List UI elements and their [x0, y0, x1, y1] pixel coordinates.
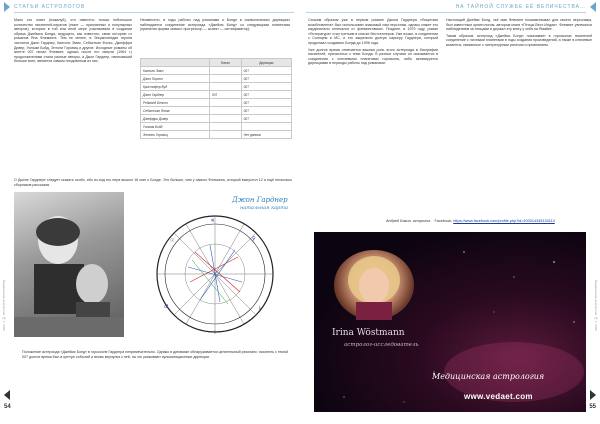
- table-row: [141, 115, 292, 123]
- asteroid-table: [140, 58, 292, 139]
- right-page: [300, 0, 600, 424]
- right-header-arrow-icon: [590, 2, 596, 12]
- table-row: [141, 91, 292, 99]
- left-col1-para-1: Мало кто знает (пожалуй), что известно только небольшое количество писателей-пиратов (ныне — признанных и популярных авторов), которые в той или иной мере участвовали в создании образа Джеймса Бонда, ведущего, как известно, свою историю от романов Яна Флеминга. Тем не менее, в Энциклопедии героев числятся Джон Гарднер, Кингсли Эмис, Себастьян Фолкс, Джеффри Дивер, Уильям Бойд, Энтони Горовиц и другие. Исходные романы об агенте 007 писал Флеминг, однако после его смерти (1964 г.) продолжателями стали разные авторы, а Джон Гарднер, написавший больше всех, является самым плодовитым из них.: [14, 18, 132, 64]
- right-col2-para-2: Таким образом, астероид «Джеймс Бонд» показывает в гороскопах писателей соединение с личными планетами в годы создания произведений, а также в ключевые моменты, связанные с литературным успехом и признанием.: [446, 33, 592, 47]
- table-cell: Кристофер Вуд: [141, 83, 210, 91]
- left-column-2: [140, 18, 290, 34]
- left-col1-para-2: О Джоне Гарднере следует сказать особо, ибо из-под его пера вышло 16 книг о Бонде. Это больше, чем у самого Флеминга, который выпустил 12 и ещё несколько сборников рассказов.: [14, 178, 292, 187]
- table-row: [141, 107, 292, 115]
- table-row: [141, 99, 292, 107]
- right-column-1: [308, 18, 438, 68]
- ad-website[interactable]: www.vedaet.com: [464, 392, 533, 401]
- svg-text:♄: ♄: [258, 306, 263, 312]
- facebook-label: Facebook:: [434, 219, 453, 223]
- advertisement-banner[interactable]: [314, 232, 586, 412]
- left-header-rule: [14, 12, 294, 13]
- left-bottom-caption: Положение астероида «Джеймс Бонд» в гороскопе Гарднера непримечательно. Однако в динамике обнаруживается целительный резонанс: писатель с темой 007 долгое время был в центре событий и вновь вернулся к ней, на что указывают кульминационные дирекции.: [22, 350, 288, 359]
- table-cell: Реймонд Бенсон: [141, 99, 210, 107]
- left-page-header: СТАТЬИ АСТРОЛОГОВ: [14, 4, 86, 10]
- left-bottom-arrow-icon: [4, 390, 10, 400]
- svg-text:♂: ♂: [164, 304, 169, 310]
- table-cell: [210, 75, 242, 83]
- ad-tagline: астролог-исследователь: [344, 342, 419, 348]
- table-cell: [210, 99, 242, 107]
- table-cell: Джон Пирсон: [141, 75, 210, 83]
- svg-text:☽: ☽: [212, 330, 217, 336]
- ad-portrait-photo: [334, 250, 414, 320]
- left-header-arrow-icon: [4, 2, 10, 12]
- table-cell: 007: [241, 67, 291, 75]
- table-header-natal: Натал: [210, 59, 242, 67]
- ad-portrait-illustration: [334, 250, 414, 320]
- right-col1-para-2: Уже долгое время отмечается важная роль этого астероида в биографии писателей, причастных к теме Бонда. В разных случаях он оказывается в соединении с ключевыми планетами гороскопа, либо активируется дирекциями в периоды работы над романами.: [308, 47, 438, 66]
- table-cell: [210, 107, 242, 115]
- author-credit: [386, 219, 555, 223]
- left-page-number: 54: [4, 404, 11, 410]
- natal-chart-title: Джон Гарднер: [232, 196, 288, 204]
- author-photo-illustration: [14, 192, 124, 337]
- table-cell: 007: [241, 83, 291, 91]
- table-cell: [210, 83, 242, 91]
- right-page-number: 55: [589, 404, 596, 410]
- table-cell: Себастьян Фолкс: [141, 107, 210, 115]
- right-bottom-arrow-icon: [590, 390, 596, 400]
- ad-name: Irina Wöstmann: [332, 328, 405, 338]
- table-cell: 007: [241, 91, 291, 99]
- right-col1-para-1: Схожим образом уже в первом романе Джона Гарднера «Лицензия возобновлена» был использован знакомый нам персонаж, однако сюжет его кардинально отличался от флеминговских. Позднее, в 1979 году, роман «Литература» стал третьим в списке бестселлеров. Уже позже, в соединении с Солнцем и МС, и это закрепило долгую карьеру Гарднера, который продолжал создавать Бонда до 1996 года.: [308, 18, 438, 45]
- table-cell: [210, 115, 242, 123]
- svg-text:♀: ♀: [252, 236, 256, 242]
- left-wide-paragraph: [14, 178, 292, 189]
- table-cell: Нет данных: [241, 131, 291, 139]
- right-header-rule: [306, 12, 586, 13]
- table-cell: 007: [241, 75, 291, 83]
- table-cell: [241, 123, 291, 131]
- left-col2-para-1: Неизвестно, в годы работы над романами о Бонде в символических дирекциях наблюдается соединение астероида «Джеймс Бонд» со следующими планетами (принятая форма записи: прогрессор — аспект — сигнификатор):: [140, 18, 290, 32]
- table-header-directions: Дирекции: [241, 59, 291, 67]
- table-cell: 007: [241, 99, 291, 107]
- right-page-header: НА ТАЙНОЙ СЛУЖБЕ ЕЁ ВЕЛИЧЕСТВА…: [455, 4, 586, 10]
- table-cell: 007: [241, 107, 291, 115]
- ad-school-name: Медицинская астрология: [432, 372, 545, 381]
- table-cell: [210, 123, 242, 131]
- svg-text:♃: ♃: [210, 218, 215, 224]
- svg-text:☉: ☉: [170, 238, 175, 244]
- left-side-label: Медицинская астрология № 1, 2018: [2, 280, 6, 331]
- table-cell: Джон Гарднер: [141, 91, 210, 99]
- author-photo: [14, 192, 124, 337]
- right-column-2: [446, 18, 592, 50]
- left-column-1: [14, 18, 132, 66]
- table-cell: [210, 67, 242, 75]
- table-cell: 007: [241, 115, 291, 123]
- right-side-label: Медицинская астрология № 1, 2018: [594, 280, 598, 331]
- table-cell: Уильям Бойд: [141, 123, 210, 131]
- right-col2-para-1: Настоящий Джеймс Бонд, чьё имя Флеминг позаимствовал для своего персонажа, был известным орнитологом, автором книги «Птицы Вест-Индии». Флеминг увлекался наблюдением за птицами и держал эту книгу у себя на Ямайке.: [446, 18, 592, 32]
- table-cell: Энтони Горовиц: [141, 131, 210, 139]
- natal-chart-subtitle: натальная карта: [240, 205, 288, 211]
- table-row: [141, 67, 292, 75]
- table-row: [141, 131, 292, 139]
- table-row: [141, 83, 292, 91]
- table-row: [141, 75, 292, 83]
- facebook-link[interactable]: https://www.facebook.com/profile.php?id=100014349133110: [453, 219, 555, 223]
- table-cell: Кингсли Эмис: [141, 67, 210, 75]
- author-name: Андрей Бакин, астролог: [386, 219, 431, 223]
- table-cell: 007: [210, 91, 242, 99]
- natal-chart-wheel: [140, 212, 290, 337]
- table-cell: [210, 131, 242, 139]
- table-row: [141, 123, 292, 131]
- table-header-name: [141, 59, 210, 67]
- table-cell: Джеффри Дивер: [141, 115, 210, 123]
